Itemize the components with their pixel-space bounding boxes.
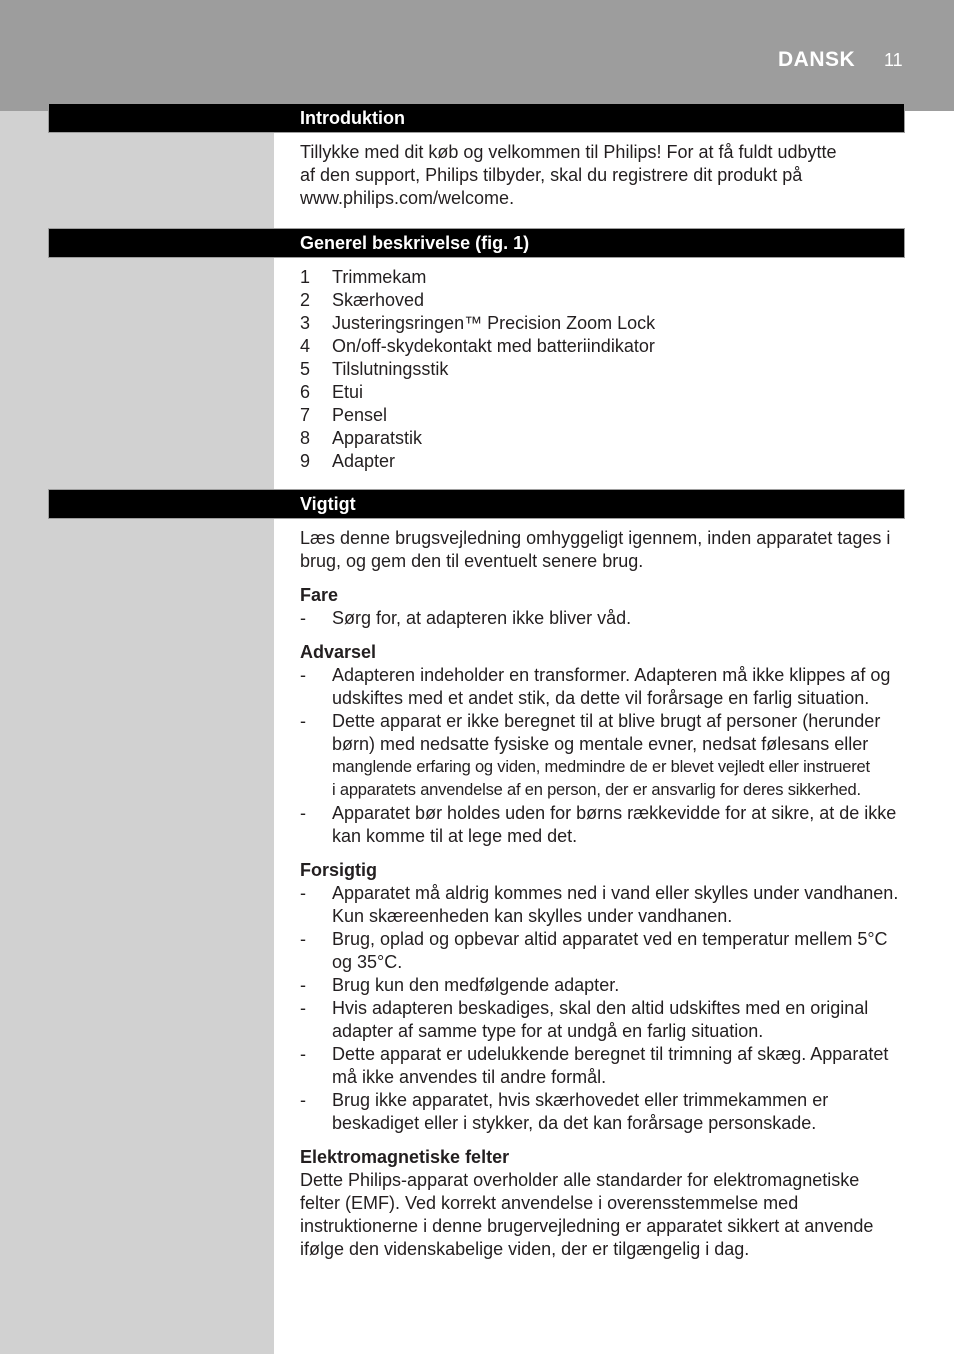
section-title: Introduktion: [300, 108, 405, 128]
list-item: [300, 802, 908, 848]
bullet-dash: -: [300, 998, 306, 1018]
item-text: Etui: [332, 382, 364, 402]
item-text: Adapter: [332, 451, 396, 471]
list-item: [300, 358, 908, 381]
item-text: Apparatstik: [332, 428, 423, 448]
text-line: felter (EMF). Ved korrekt anvendelse i overensstemmelse med: [300, 1193, 799, 1213]
bullet-dash: -: [300, 665, 306, 685]
text-line: Brug, oplad og opbevar altid apparatet ved en temperatur mellem 5°C: [332, 929, 888, 949]
text-line: manglende erfaring og viden, medmindre de er blevet vejledt eller instrueret: [332, 758, 870, 776]
important-section: [300, 527, 908, 1261]
text-line: af den support, Philips tilbyder, skal du registrere dit produkt på: [300, 165, 803, 185]
item-number: 2: [300, 290, 311, 310]
text-line: kan komme til at lege med det.: [332, 826, 578, 846]
text-line: beskadiget eller i stykker, da det kan forårsage personskade.: [332, 1113, 817, 1133]
text-line: www.philips.com/welcome.: [300, 188, 515, 208]
text-line: Kun skæreenheden kan skylles under vandhanen.: [332, 906, 733, 926]
bullet-dash: -: [300, 883, 306, 903]
bullet-dash: -: [300, 608, 306, 628]
caution-heading: Forsigtig: [300, 860, 377, 880]
item-text: Skærhoved: [332, 290, 425, 310]
warning-heading: Advarsel: [300, 642, 377, 662]
item-number: 5: [300, 359, 311, 379]
warning-list: [300, 664, 908, 848]
danger-list: [300, 607, 908, 630]
text-line: i apparatets anvendelse af en person, der er ansvarlig for deres sikkerhed.: [332, 781, 861, 799]
parts-list: [300, 266, 908, 473]
emf-heading: Elektromagnetiske felter: [300, 1147, 510, 1167]
page-number: 11: [884, 50, 903, 70]
list-item: [300, 381, 908, 404]
text-line: Læs denne brugsvejledning omhyggeligt igennem, inden apparatet tages i: [300, 528, 891, 548]
text-line: Dette apparat er ikke beregnet til at blive brugt af personer (herunder: [332, 711, 881, 731]
list-item: [300, 450, 908, 473]
parts-list-section: [300, 266, 908, 473]
section-header-description: [48, 228, 905, 258]
text-line: Apparatet bør holdes uden for børns rækkevidde for at sikre, at de ikke: [332, 803, 897, 823]
item-number: 8: [300, 428, 311, 448]
item-number: 1: [300, 267, 311, 287]
bullet-dash: -: [300, 803, 306, 823]
item-text: Trimmekam: [332, 267, 427, 287]
text-line: og 35°C.: [332, 952, 403, 972]
section-header-important: [48, 489, 905, 519]
list-item: [300, 710, 908, 802]
section-title: Generel beskrivelse (fig. 1): [300, 233, 530, 253]
bullet-dash: -: [300, 1090, 306, 1110]
text-line: Sørg for, at adapteren ikke bliver våd.: [332, 608, 632, 628]
bullet-dash: -: [300, 711, 306, 731]
intro-text: [300, 141, 908, 210]
text-line: Tillykke med dit køb og velkommen til Philips! For at få fuldt udbytte: [300, 142, 837, 162]
item-text: Justeringsringen™ Precision Zoom Lock: [332, 313, 656, 333]
text-line: adapter af samme type for at undgå en farlig situation.: [332, 1021, 764, 1041]
list-item: [300, 974, 908, 997]
section-header-intro: [48, 103, 905, 133]
list-item: [300, 312, 908, 335]
text-line: brug, og gem den til eventuelt senere brug.: [300, 551, 644, 571]
list-item: [300, 289, 908, 312]
item-number: 9: [300, 451, 311, 471]
header-bar: [0, 0, 954, 111]
text-line: instruktionerne i denne brugervejledning er apparatet sikkert at anvende: [300, 1216, 874, 1236]
list-item: [300, 404, 908, 427]
text-line: Brug kun den medfølgende adapter.: [332, 975, 620, 995]
item-number: 3: [300, 313, 311, 333]
item-text: Pensel: [332, 405, 388, 425]
text-line: Dette Philips-apparat overholder alle standarder for elektromagnetiske: [300, 1170, 860, 1190]
bullet-dash: -: [300, 929, 306, 949]
text-line: Hvis adapteren beskadiges, skal den altid udskiftes med en original: [332, 998, 869, 1018]
text-line: Dette apparat er udelukkende beregnet til trimning af skæg. Apparatet: [332, 1044, 889, 1064]
list-item: [300, 266, 908, 289]
list-item: [300, 427, 908, 450]
left-margin-panel: [0, 111, 274, 1354]
item-number: 6: [300, 382, 311, 402]
text-line: må ikke anvendes til andre formål.: [332, 1067, 607, 1087]
section-title: Vigtigt: [300, 494, 356, 514]
text-line: Brug ikke apparatet, hvis skærhovedet eller trimmekammen er: [332, 1090, 829, 1110]
list-item: [300, 607, 908, 630]
list-item: [300, 1043, 908, 1089]
bullet-dash: -: [300, 1044, 306, 1064]
caution-list: [300, 882, 908, 1135]
item-text: On/off-skydekontakt med batteriindikator: [332, 336, 655, 356]
text-line: ifølge den videnskabelige viden, der er tilgængelig i dag.: [300, 1239, 750, 1259]
language-label: DANSK: [778, 48, 856, 71]
item-text: Tilslutningsstik: [332, 359, 449, 379]
text-line: udskiftes med et andet stik, da dette vil forårsage en farlig situation.: [332, 688, 870, 708]
text-line: Adapteren indeholder en transformer. Adapteren må ikke klippes af og: [332, 665, 891, 685]
text-line: Apparatet må aldrig kommes ned i vand eller skylles under vandhanen.: [332, 883, 899, 903]
list-item: [300, 1089, 908, 1135]
list-item: [300, 882, 908, 928]
list-item: [300, 664, 908, 710]
text-line: børn) med nedsatte fysiske og mentale evner, nedsat følesans eller: [332, 734, 869, 754]
list-item: [300, 997, 908, 1043]
bullet-dash: -: [300, 975, 306, 995]
danger-heading: Fare: [300, 585, 339, 605]
item-number: 7: [300, 405, 311, 425]
list-item: [300, 928, 908, 974]
item-number: 4: [300, 336, 311, 356]
list-item: [300, 335, 908, 358]
